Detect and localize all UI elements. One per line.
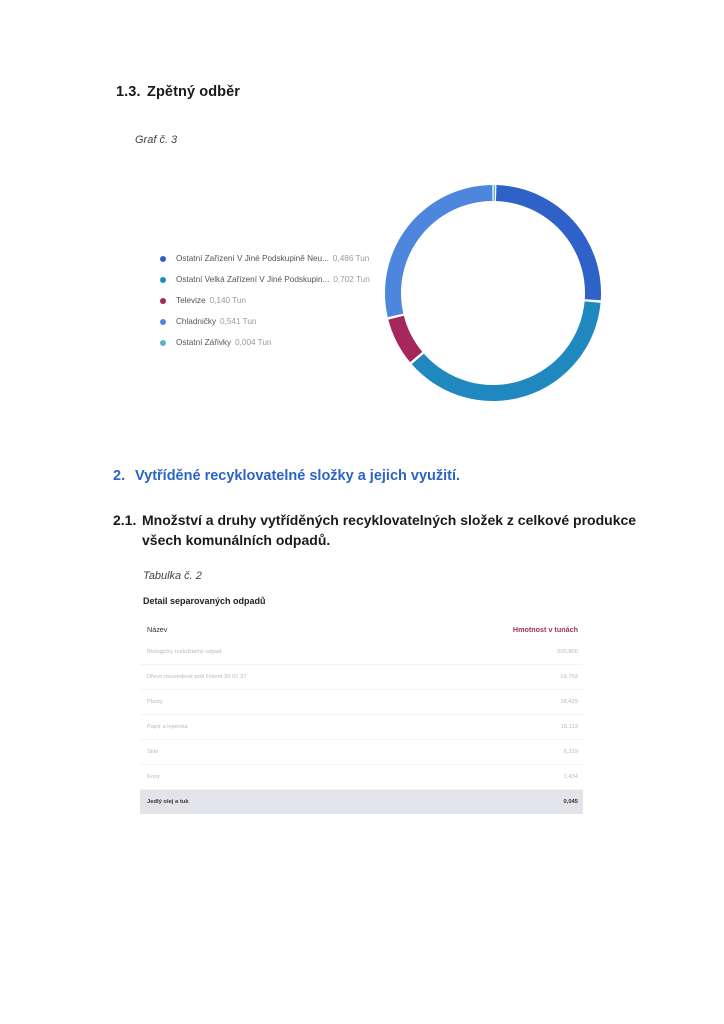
legend-swatch: [160, 340, 166, 346]
legend-swatch: [160, 298, 166, 304]
section-heading-2: [113, 468, 460, 484]
section-number: 2.1.: [113, 512, 137, 528]
table-title: Detail separovaných odpadů: [143, 596, 266, 606]
cell-name: Dřevo neuvedené pod číslem 20 01 37: [147, 674, 247, 680]
legend-item: [160, 290, 400, 311]
table-header: [140, 618, 583, 640]
table-row: [140, 715, 583, 740]
cell-weight: 19,703: [560, 674, 578, 680]
cell-name: Jedlý olej a tuk: [147, 799, 189, 805]
legend-item: [160, 332, 400, 353]
cell-name: Sklo: [147, 749, 159, 755]
cell-name: Papír a lepenka: [147, 724, 188, 730]
table-row: [140, 690, 583, 715]
table-body: [140, 640, 583, 814]
cell-weight: 8,319: [563, 749, 578, 755]
section-title: Množství a druhy vytříděných recyklovatelných složek z celkové produkce všech komunálních odpadů.: [142, 512, 637, 548]
donut-slice: [385, 185, 493, 317]
cell-weight: 15,113: [560, 724, 578, 730]
cell-name: Kovy: [147, 774, 160, 780]
section-title: Vytříděné recyklovatelné složky a jejich využití.: [135, 468, 461, 484]
cell-weight: 200,800: [557, 649, 578, 655]
cell-weight: 1,434: [563, 774, 578, 780]
cell-weight: 18,429: [560, 699, 578, 705]
graph-caption: Graf č. 3: [135, 134, 178, 146]
cell-name: Biologicky rozložitelný odpad: [147, 649, 222, 655]
donut-slice: [496, 185, 601, 300]
column-header-weight: Hmotnost v tunách: [512, 624, 578, 634]
waste-table: [140, 618, 583, 814]
section-number: 2.: [113, 468, 126, 484]
table-row: [140, 740, 583, 765]
donut-slice: [494, 185, 496, 201]
donut-slice: [388, 316, 422, 362]
donut-slice: [412, 301, 601, 401]
legend-item: [160, 269, 400, 290]
legend-swatch: [160, 277, 166, 283]
cell-name: Plasty: [147, 699, 163, 705]
table-row: [140, 665, 583, 690]
legend-value: 0,140 Tun: [209, 296, 247, 305]
column-header-name: Název: [147, 624, 168, 634]
legend-label: Chladničky: [176, 317, 217, 326]
chart-legend: [160, 248, 400, 353]
section-number: 1.3.: [116, 84, 141, 100]
legend-value: 0,702 Tun: [333, 275, 370, 284]
section-title: Zpětný odběr: [147, 84, 241, 100]
section-heading-2-1: [113, 510, 653, 550]
legend-label: Televize: [176, 296, 206, 305]
legend-label: Ostatní Zářivky: [176, 338, 232, 347]
legend-label: Ostatní Velká Zařízení V Jiné Podskupin...: [176, 275, 330, 284]
legend-value: 0,541 Tun: [220, 317, 257, 326]
table-row: [140, 765, 583, 790]
table-row: [140, 640, 583, 665]
legend-item: [160, 311, 400, 332]
section-heading-1-3: [116, 84, 240, 100]
legend-swatch: [160, 256, 166, 262]
cell-weight: 0,045: [563, 799, 578, 805]
donut-chart: [385, 185, 601, 401]
table-caption: Tabulka č. 2: [143, 570, 202, 582]
legend-swatch: [160, 319, 166, 325]
legend-value: 0,004 Tun: [235, 338, 272, 347]
legend-value: 0,486 Tun: [332, 254, 370, 263]
table-row: [140, 790, 583, 814]
legend-label: Ostatní Zařízení V Jiné Podskupině Neu...: [176, 254, 329, 263]
legend-item: [160, 248, 400, 269]
